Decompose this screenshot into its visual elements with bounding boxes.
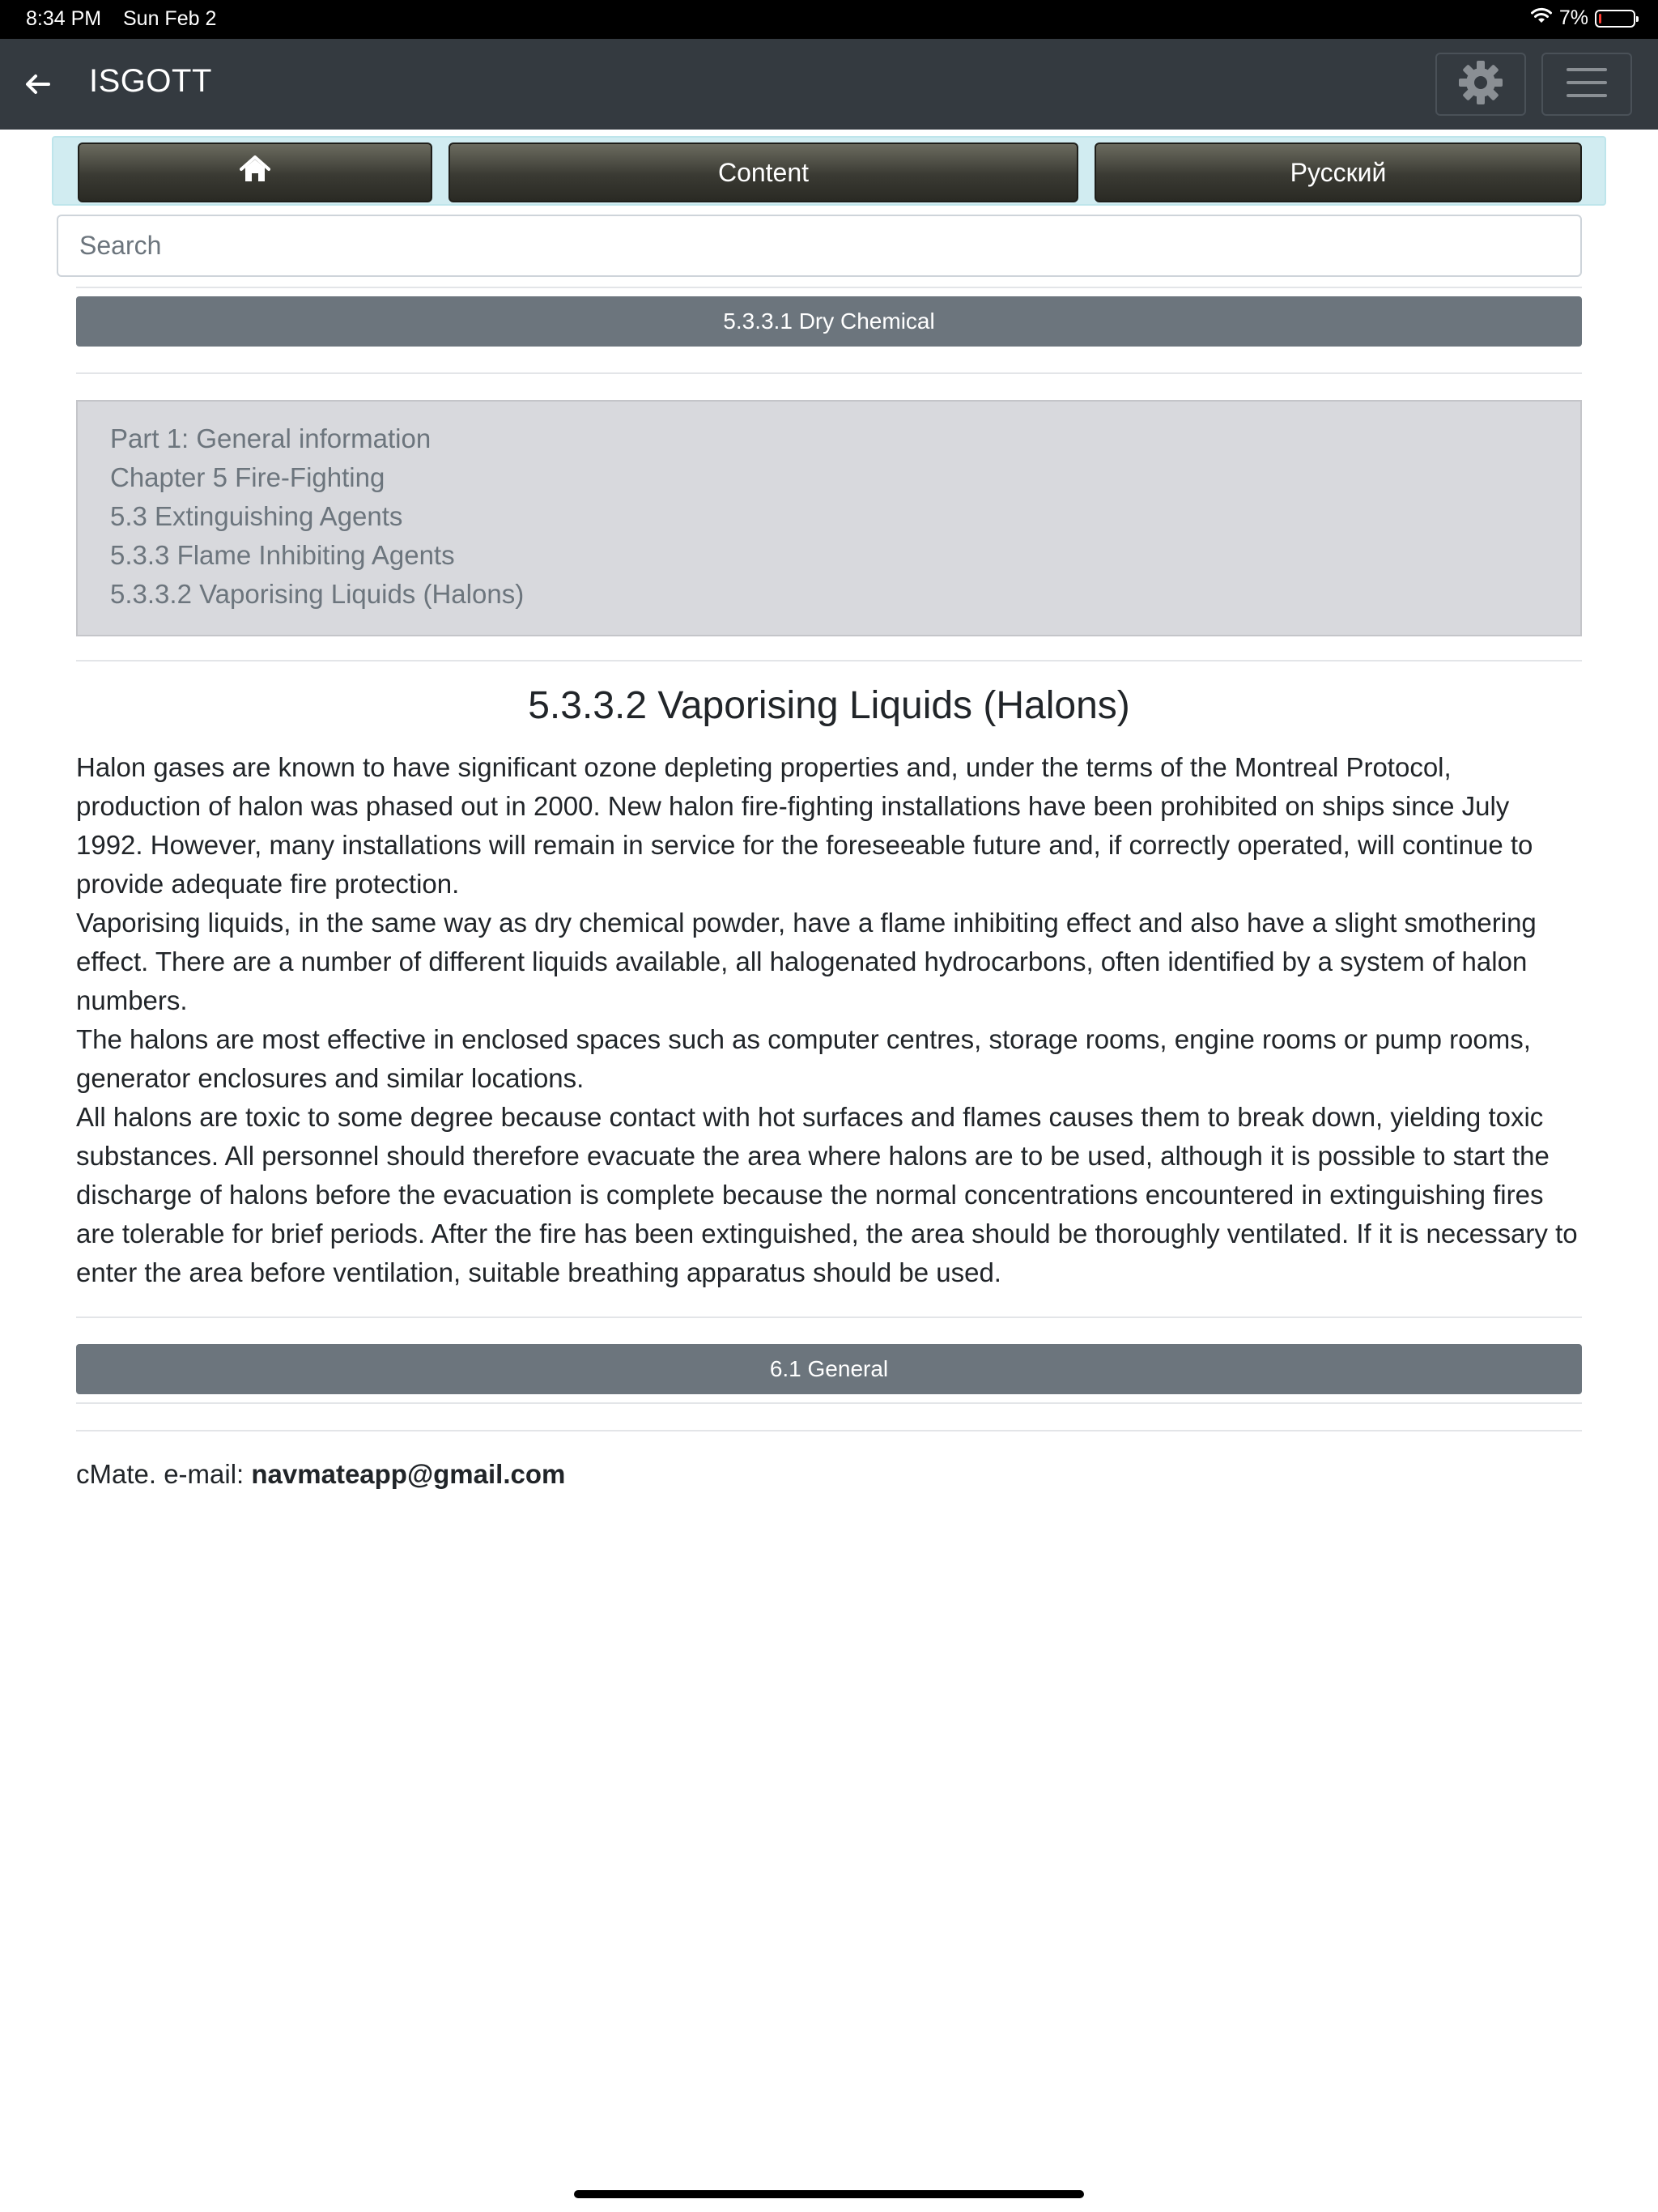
battery-icon — [1595, 10, 1635, 28]
settings-button[interactable] — [1435, 53, 1526, 116]
status-time: 8:34 PM — [26, 7, 102, 30]
article-title: 5.3.3.2 Vaporising Liquids (Halons) — [528, 684, 1130, 727]
footer-prefix: cMate. e-mail: — [76, 1459, 252, 1489]
search-input[interactable] — [57, 215, 1582, 277]
article-paragraph: All halons are toxic to some degree because contact with hot surfaces and flames causes them to break down, yielding toxic substances. All personnel should therefore evacuate the area where halons are to be used, although it is possible to start the discharge of halons before the evacuation is complete because the normal concentrations encountered in extinguishing fires are tolerable for brief periods. After the fire has been extinguished, the area should be thoroughly ventilated. If it is necessary to enter the area before ventilation, suitable breathing apparatus should be used. — [76, 1102, 1578, 1287]
breadcrumb-item[interactable]: 5.3.3.2 Vaporising Liquids (Halons) — [110, 579, 525, 609]
footer-email-link[interactable]: navmateapp@gmail.com — [251, 1459, 566, 1489]
article-paragraph: The halons are most effective in enclosed spaces such as computer centres, storage rooms, engine rooms or pump rooms, generator enclosures and similar locations. — [76, 1024, 1531, 1093]
arrow-left-icon — [24, 73, 50, 100]
breadcrumb-item[interactable]: Chapter 5 Fire-Fighting — [110, 462, 385, 492]
home-indicator[interactable] — [574, 2190, 1084, 2198]
status-date: Sun Feb 2 — [123, 7, 217, 30]
language-button[interactable]: Русский — [1095, 143, 1582, 202]
home-icon — [240, 155, 270, 189]
article-body — [76, 748, 1582, 1292]
breadcrumb-item[interactable]: 5.3 Extinguishing Agents — [110, 501, 403, 531]
battery-percent: 7% — [1558, 6, 1588, 29]
prev-section-button[interactable]: 5.3.3.1 Dry Chemical — [76, 296, 1582, 347]
action-button-bar — [52, 136, 1606, 206]
status-right — [1530, 6, 1635, 30]
breadcrumb — [76, 400, 1582, 636]
status-bar — [0, 0, 1658, 39]
divider — [76, 372, 1582, 374]
home-button[interactable] — [78, 143, 432, 202]
hamburger-menu-icon — [1566, 66, 1608, 104]
divider — [76, 1430, 1582, 1431]
article-paragraph: Vaporising liquids, in the same way as dry chemical powder, have a flame inhibiting effect and also have a slight smothering effect. There are a number of different liquids available, all halogenated hydrocarbons, often identified by a system of halon numbers. — [76, 908, 1537, 1015]
wifi-icon — [1530, 6, 1553, 30]
footer — [76, 1459, 565, 1490]
breadcrumb-item[interactable]: 5.3.3 Flame Inhibiting Agents — [110, 540, 455, 570]
content-button[interactable]: Content — [449, 143, 1078, 202]
app-title: ISGOTT — [89, 63, 212, 99]
divider — [76, 287, 1582, 288]
battery-level — [1599, 14, 1601, 23]
divider — [76, 1402, 1582, 1404]
app-navbar — [0, 39, 1658, 130]
divider — [76, 1317, 1582, 1318]
back-button[interactable] — [18, 66, 57, 105]
menu-button[interactable] — [1541, 53, 1632, 116]
article-paragraph: Halon gases are known to have significant ozone depleting properties and, under the terms of the Montreal Protocol, production of halon was phased out in 2000. New halon fire-fighting installations have been prohibited on ships since July 1992. However, many installations will remain in service for the foreseeable future and, if correctly operated, will continue to provide adequate fire protection. — [76, 752, 1533, 899]
next-section-button[interactable]: 6.1 General — [76, 1344, 1582, 1394]
breadcrumb-item[interactable]: Part 1: General information — [110, 423, 432, 453]
divider — [76, 660, 1582, 661]
gear-icon — [1457, 59, 1504, 110]
